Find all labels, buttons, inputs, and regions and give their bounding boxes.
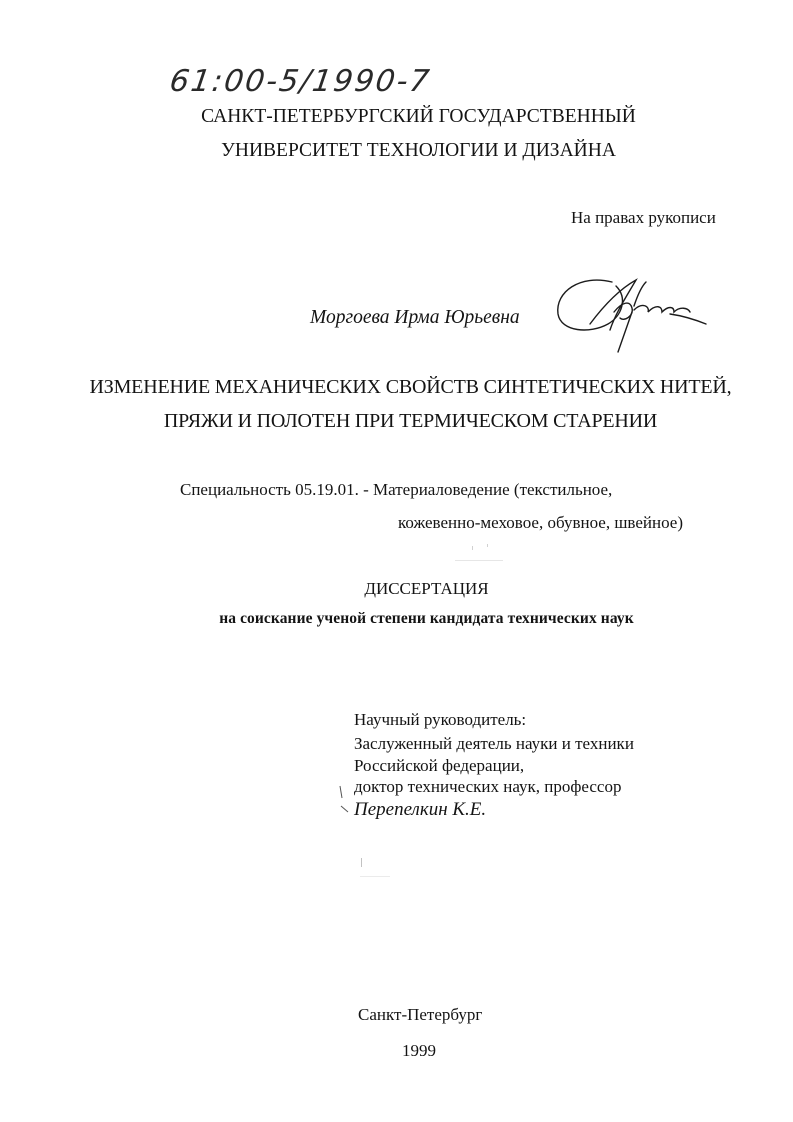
scan-mark — [455, 560, 503, 561]
supervisor-name: Перепелкин К.Е. — [354, 799, 487, 820]
supervisor-title-line-3: доктор технических наук, профессор — [354, 777, 622, 796]
signature-icon — [550, 272, 720, 362]
dissertation-title-line-2: ПРЯЖИ И ПОЛОТЕН ПРИ ТЕРМИЧЕСКОМ СТАРЕНИИ — [163, 410, 658, 432]
author-name: Моргоева Ирма Юрьевна — [310, 307, 520, 328]
degree-statement: на соискание ученой степени кандидата технических наук — [219, 610, 634, 627]
scan-mark — [472, 546, 473, 550]
scan-mark — [361, 858, 362, 867]
scan-mark — [360, 876, 390, 877]
scan-mark — [487, 544, 488, 547]
supervisor-title-line-1: Заслуженный деятель науки и техники — [354, 734, 634, 753]
supervisor-title-line-2: Российской федерации, — [354, 756, 525, 775]
dissertation-title-line-1: ИЗМЕНЕНИЕ МЕХАНИЧЕСКИХ СВОЙСТВ СИНТЕТИЧЕСКИХ НИТЕЙ, — [89, 376, 732, 398]
supervisor-heading: Научный руководитель: — [354, 710, 527, 729]
specialty-line-1: Специальность 05.19.01. - Материаловедение (текстильное, — [180, 480, 613, 499]
rights-note: На правах рукописи — [571, 208, 716, 227]
pen-mark-icon — [338, 784, 350, 820]
archive-code: 61:00-5/1990-7 — [167, 64, 434, 99]
institution-line-2: УНИВЕРСИТЕТ ТЕХНОЛОГИИ И ДИЗАЙНА — [221, 140, 616, 161]
footer-year: 1999 — [402, 1041, 436, 1060]
institution-line-1: САНКТ-ПЕТЕРБУРГСКИЙ ГОСУДАРСТВЕННЫЙ — [201, 106, 636, 127]
footer-city: Санкт-Петербург — [358, 1005, 483, 1024]
specialty-line-2: кожевенно-меховое, обувное, швейное) — [398, 513, 684, 532]
document-type: ДИССЕРТАЦИЯ — [364, 579, 489, 598]
